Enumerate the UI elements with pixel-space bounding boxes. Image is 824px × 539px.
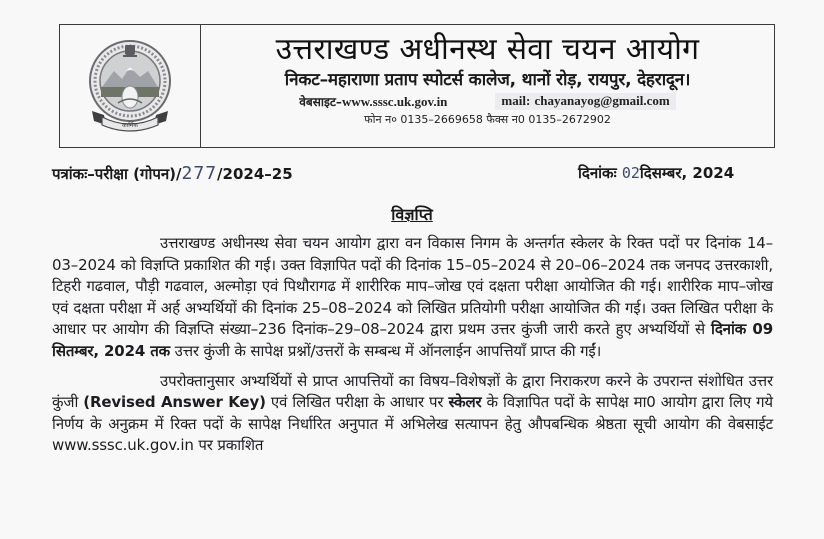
contact-row	[201, 93, 774, 110]
website-label: वेबसाइट–	[299, 95, 342, 109]
notice-title: विज्ञप्ति	[391, 205, 433, 224]
organization-address: निकट–महाराणा प्रताप स्पोटर्स कालेज, थानों रोड़, रायपुर, देहरादून।	[284, 70, 691, 90]
paragraph-text-bold: (Revised Answer Key)	[83, 393, 266, 412]
organization-name: उत्तराखण्ड अधीनस्थ सेवा चयन आयोग	[275, 32, 700, 67]
email-group	[495, 93, 675, 110]
paragraph-2	[52, 371, 773, 457]
paragraph-text-bold: स्केलर	[448, 393, 482, 412]
paragraph-text: के विज्ञापित पदों के सापेक्ष मा0 आयोग द्वारा लिए गये निर्णय के अनुक्रम में रिक्त पदों के सापेक्ष निर्धारित अनुपात में अभिलेख सत्यापन हेतु औपबन्धिक श्रेष्ठता सूची आयोग की वेबसाईट www.sssc.uk.gov.in पर प्रकाशित	[52, 393, 773, 455]
logo-cell	[60, 25, 201, 147]
paragraph-text-bold: दिनांक 09 सितम्बर, 2024 तक	[52, 320, 773, 360]
paragraph-text: एवं लिखित परीक्षा के आधार पर	[265, 393, 449, 412]
reference-handwritten-number: 277	[181, 163, 218, 184]
website-group	[299, 93, 447, 110]
reference-prefix: पत्रांकः–परीक्षा (गोपन)/	[52, 165, 182, 183]
letterhead-info	[201, 25, 774, 147]
date-handwritten-day: 02	[621, 164, 640, 182]
email-label: mail:	[501, 93, 531, 108]
phone-fax: फोन न० 0135–2669658 फैक्स न0 0135–2672902	[364, 113, 611, 126]
document-date	[578, 163, 734, 183]
letterhead	[59, 24, 775, 148]
reference-number	[52, 163, 293, 184]
date-label: दिनांकः	[578, 164, 617, 182]
svg-text:कार्मिक: कार्मिक	[122, 122, 138, 129]
paragraph-text: उत्तर कुंजी के सापेक्ष प्रश्नों/उत्तरों के सम्बन्ध में ऑनलाईन आपत्तियाँ प्राप्त की गईं।	[170, 341, 602, 360]
paragraph-text: उपरोक्तानुसार अभ्यर्थियों से प्राप्त आपत्तियों का विषय–विशेषज्ञों के द्वारा निराकरण करने के उपरान्त संशोधित उत्तर कुंजी	[52, 371, 773, 412]
email-link[interactable]: chayanayog@gmail.com	[534, 93, 670, 108]
website-link[interactable]: www.sssc.uk.gov.in	[341, 94, 448, 109]
reference-suffix: /2024–25	[217, 165, 293, 183]
commission-emblem-icon	[82, 37, 178, 135]
paragraph-1	[52, 233, 773, 363]
paragraph-text: उत्तराखण्ड अधीनस्थ सेवा चयन आयोग द्वारा वन विकास निगम के अन्तर्गत स्केलर के रिक्त पदों पर दिनांक 14–03–2024 को विज्ञप्ति प्रकाशित की गई। उक्त विज्ञापित पदों की दिनांक 15–05–2024 से 20–06–2024 तक जनपद उत्तरकाशी, टिहरी गढवाल, पौड़ी गढवाल, अल्मोड़ा एवं पिथौरागढ में शारीरिक माप–जोख एवं दक्षता परीक्षा आयोजित की गई। शारीरिक माप–जोख एवं दक्षता परीक्षा में अर्ह अभ्यर्थियों की दिनांक 25–08–2024 को लिखित प्रतियोगी परीक्षा आयोजित की गई। उक्त लिखित परीक्षा के आधार पर आयोग की विज्ञप्ति संख्या–236 दिनांक–29–08–2024 द्वारा प्रथम उत्तर कुंजी जारी करते हुए अभ्यर्थियों से	[52, 234, 773, 339]
notice-body	[52, 233, 773, 457]
date-month-year: दिसम्बर, 2024	[639, 164, 735, 182]
